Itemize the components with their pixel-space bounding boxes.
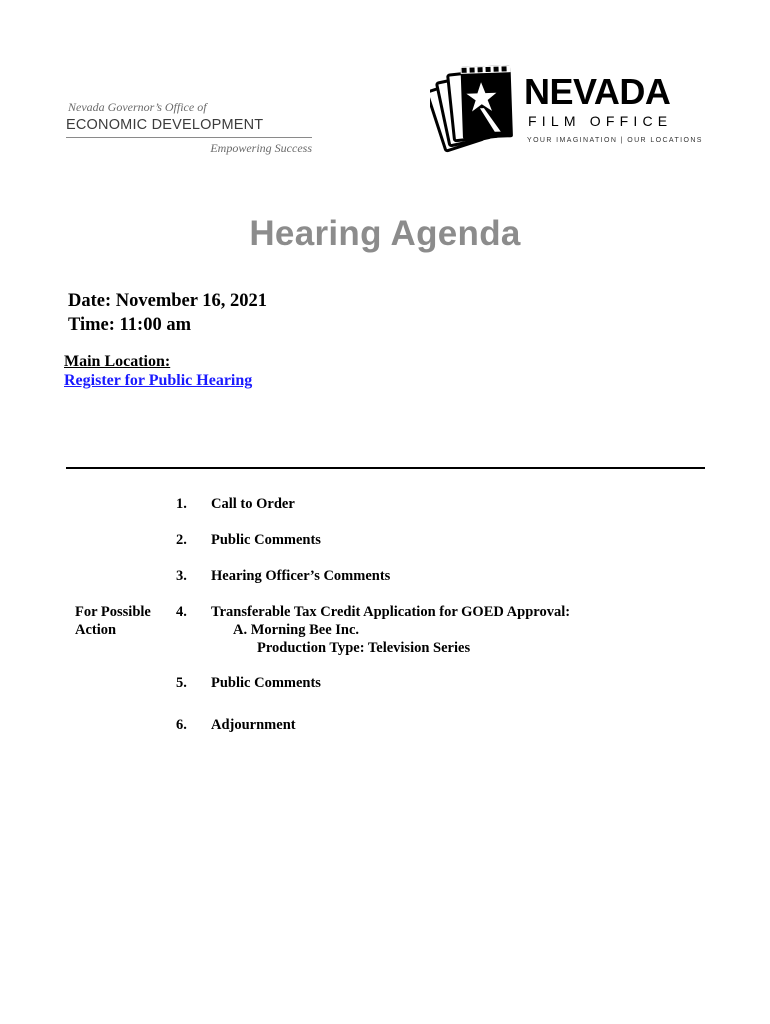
agenda-text: Public Comments — [211, 532, 321, 548]
goed-logo-line3: Empowering Success — [210, 141, 312, 155]
agenda-text: Adjournment — [211, 717, 296, 733]
goed-logo — [66, 100, 316, 158]
goed-logo-line2: ECONOMIC DEVELOPMENT — [66, 117, 264, 133]
page-title: Hearing Agenda — [249, 214, 521, 253]
location-label: Main Location: — [64, 353, 171, 370]
applicant-name: A. Morning Bee Inc. — [233, 622, 360, 638]
agenda-text: Transferable Tax Credit Application for GOED Approval: — [211, 604, 571, 620]
agenda-number: 1. — [176, 496, 187, 512]
agenda-text: Call to Order — [211, 496, 295, 512]
agenda-text: Hearing Officer’s Comments — [211, 568, 391, 584]
for-possible-action-note: For Possible Action — [75, 604, 151, 638]
goed-logo-rule — [66, 137, 312, 138]
production-type: Production Type: Television Series — [257, 640, 471, 656]
section-divider — [66, 467, 705, 469]
film-office-name: NEVADA — [524, 71, 671, 112]
location-block — [64, 352, 252, 390]
film-office-tagline: YOUR IMAGINATION | OUR LOCATIONS — [527, 137, 703, 144]
goed-logo-line1: Nevada Governor’s Office of — [68, 100, 207, 114]
agenda-number: 5. — [176, 675, 187, 691]
agenda-number: 3. — [176, 568, 187, 584]
agenda-number: 6. — [176, 717, 187, 733]
nevada-film-office-logo — [430, 60, 703, 160]
agenda-number: 2. — [176, 532, 187, 548]
film-cards-icon — [430, 60, 525, 160]
hearing-meta — [68, 289, 267, 337]
hearing-date: Date: November 16, 2021 — [68, 291, 268, 311]
hearing-time: Time: 11:00 am — [68, 315, 191, 335]
film-office-subtitle: FILM OFFICE — [528, 113, 673, 129]
agenda-number: 4. — [176, 604, 187, 620]
agenda-text: Public Comments — [211, 675, 321, 691]
register-link[interactable]: Register for Public Hearing — [64, 372, 253, 389]
